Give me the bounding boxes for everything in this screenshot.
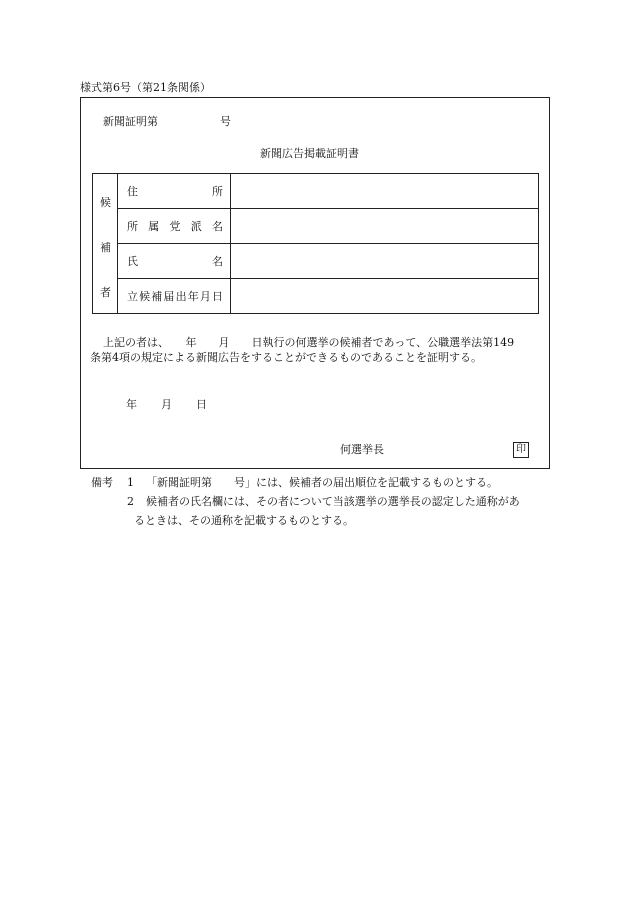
table-row	[93, 279, 539, 314]
label-char: 出	[175, 290, 187, 303]
candidate-label-cell	[93, 174, 118, 314]
date-day: 日	[196, 398, 207, 411]
label-char: 日	[211, 290, 223, 303]
candidate-table	[92, 173, 539, 314]
address-value	[231, 174, 539, 209]
date-year: 年	[126, 398, 137, 411]
name-value	[231, 244, 539, 279]
label-name	[118, 244, 231, 279]
signer-title: 何選挙長	[340, 443, 384, 456]
table-row	[93, 209, 539, 244]
table-row	[93, 174, 539, 209]
form-number: 様式第6号（第21条関係）	[80, 81, 211, 94]
certificate-number-suffix: 号	[220, 115, 231, 128]
label-char: 党	[169, 220, 181, 233]
note-number: 2	[127, 495, 134, 508]
certification-text-line1: 上記の者は、 年 月 日執行の何選挙の候補者であって、公職選挙法第149	[103, 336, 515, 349]
label-char: 届	[163, 290, 175, 303]
label-char: 住	[127, 185, 138, 198]
label-char: 名	[212, 255, 223, 268]
date-month: 月	[161, 398, 172, 411]
seal-stamp: 印	[513, 442, 529, 458]
candidate-label-char: 者	[100, 286, 111, 299]
filing-date-value	[231, 279, 539, 314]
label-char: 年	[187, 290, 199, 303]
candidate-label-char: 候	[100, 196, 111, 209]
label-char: 所	[212, 185, 223, 198]
label-char: 補	[151, 290, 163, 303]
note-text: 候補者の氏名欄には、その者について当該選挙の選挙長の認定した通称があ	[146, 495, 520, 508]
label-char: 月	[199, 290, 211, 303]
label-char: 候	[139, 290, 151, 303]
label-char: 属	[148, 220, 160, 233]
label-address	[118, 174, 231, 209]
label-char: 立	[127, 290, 138, 303]
note-text-continuation: るときは、その通称を記載するものとする。	[134, 514, 354, 527]
label-char: 氏	[127, 255, 138, 268]
notes-heading: 備考	[91, 476, 113, 489]
certification-text-line2: 条第4項の規定による新聞広告をすることができるものであることを証明する。	[90, 351, 482, 364]
party-value	[231, 209, 539, 244]
candidate-label-char: 補	[100, 241, 111, 254]
note-number: 1	[127, 476, 134, 489]
label-char: 所	[127, 220, 138, 233]
label-char: 名	[212, 220, 223, 233]
note-text: 「新聞証明第 号」には、候補者の届出順位を記載するものとする。	[146, 476, 498, 489]
certificate-title: 新聞広告掲載証明書	[260, 147, 359, 160]
table-row	[93, 244, 539, 279]
label-char: 派	[190, 220, 202, 233]
certificate-number-prefix: 新聞証明第	[103, 115, 158, 128]
label-filing-date	[118, 279, 231, 314]
label-party	[118, 209, 231, 244]
